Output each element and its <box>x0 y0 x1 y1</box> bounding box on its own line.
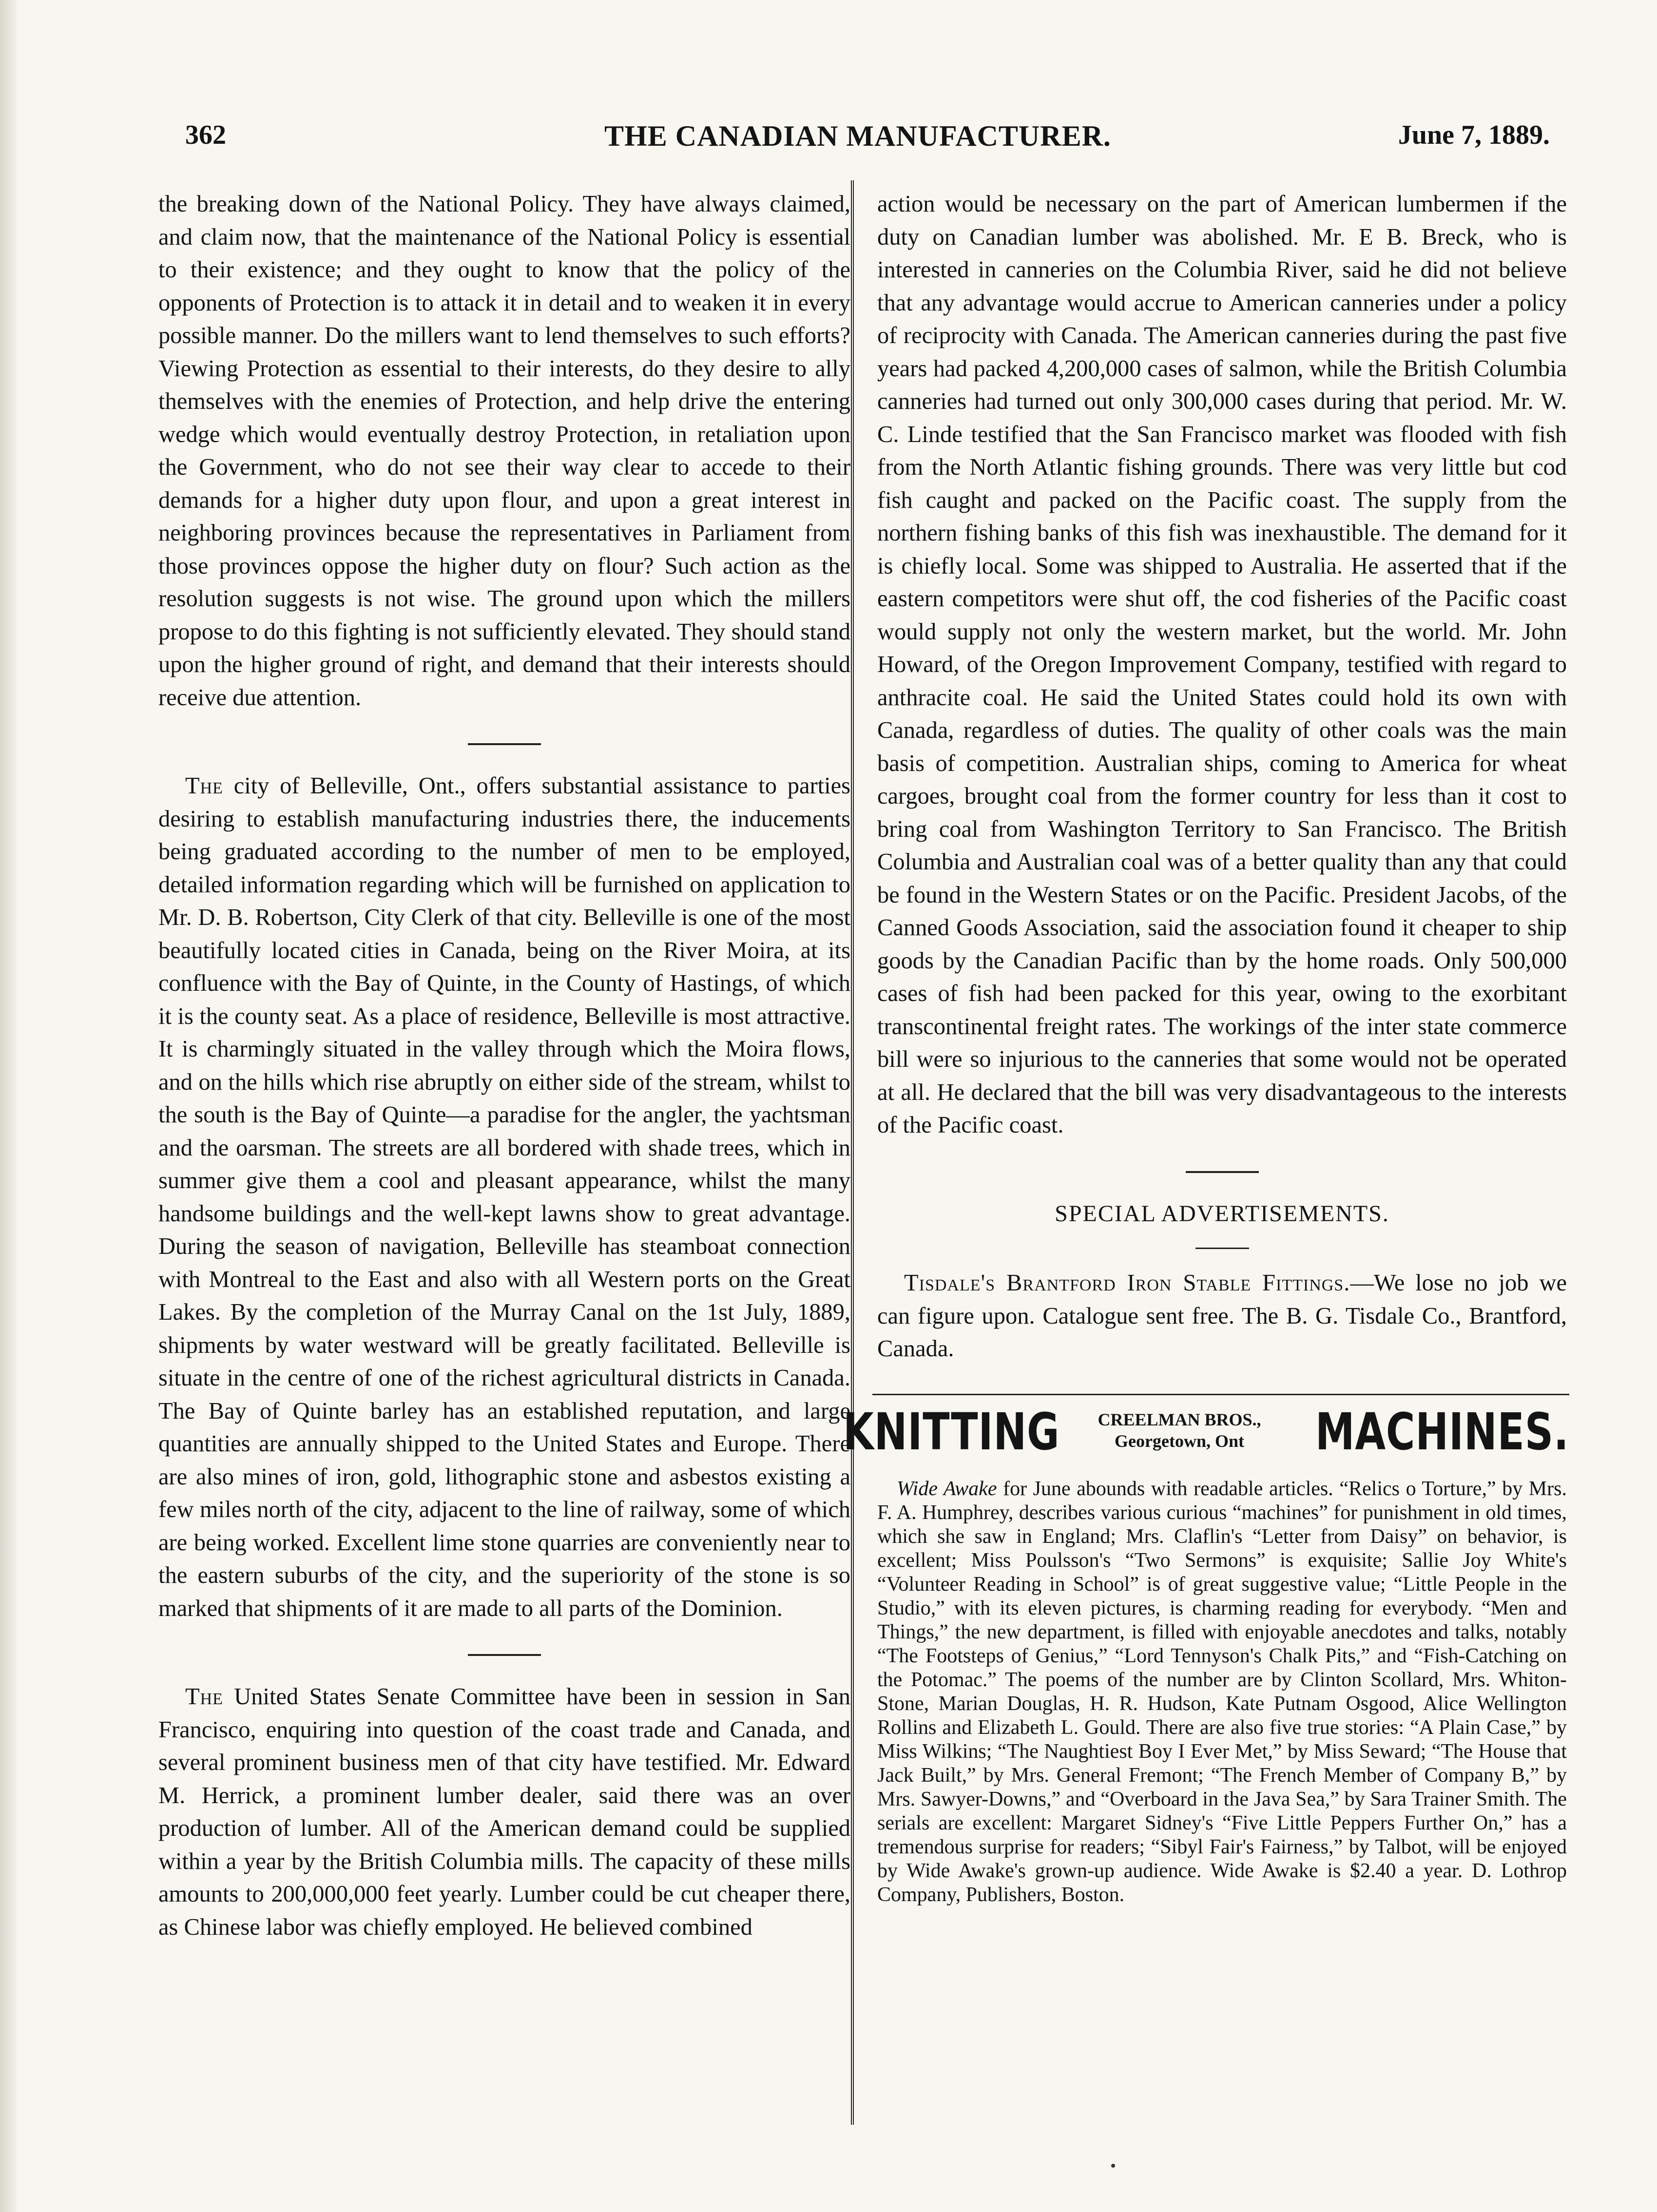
scan-edge <box>0 0 17 2212</box>
article-paragraph: the breaking down of the National Policy. They have always claimed, and claim now, that the maintenance of the National Policy is essential to their existence; and they ought to know that the policy of the opponents of Protection is to attack it in detail and to weaken it in every possible manner. Do the millers want to lend themselves to such efforts? Viewing Protection as essential to their interests, do they desire to ally themselves with the enemies of Protection, and help drive the entering wedge which would eventually destroy Protection, in retaliation upon the Government, who do not see their way clear to accede to their demands for a higher duty upon flour, and upon a great interest in neighboring provinces because the representatives in Parliament from those provinces oppose the higher duty on flour? Such action as the resolution suggests is not wise. The ground upon which the millers propose to do this fighting is not sufficiently elevated. They should stand upon the higher ground of right, and demand that their interests should receive due attention. <box>158 191 850 711</box>
machines-word: MACHINES. <box>1315 1402 1569 1462</box>
lead-word: The <box>185 773 223 799</box>
senate-text: United States Senate Committee have been in session in San Francisco, enquiring into question of the coast trade and Canada, and several prominent business men of that city have testified. Mr. Edward M. Herrick, a prominent lumber dealer, said there was an over production of lumber. All of the American demand could be supplied within a year by the British Columbia mills. The capacity of these mills amounts to 200,000,000 feet yearly. Lumber could be cut cheaper there, as Chinese labor was chiefly employed. He believed combined <box>158 1684 850 1940</box>
wide-awake-paragraph <box>877 1477 1567 1907</box>
section-rule <box>468 1654 541 1656</box>
right-column <box>843 188 1569 1907</box>
magazine-name: Wide Awake <box>897 1477 997 1500</box>
belleville-text: city of Belleville, Ont., offers substantial assistance to parties desiring to establish manufacturing industries there, the inducements being graduated according to the number of men to be employed, detailed information regarding which will be furnished on application to Mr. D. B. Robertson, City Clerk of that city. Belleville is one of the most beautifully located cities in Canada, being on the River Moira, at its confluence with the Bay of Quinte, in the County of Hastings, of which it is the county seat. As a place of residence, Belleville is most attractive. It is charmingly situated in the valley through which the Moira flows, and on the hills which rise abruptly on either side of the stream, whilst to the south is the Bay of Quinte—a paradise for the angler, the yachtsman and the oarsman. The streets are all bordered with shade trees, which in summer give them a cool and pleasant appearance, whilst the many handsome buildings and the well-kept lawns show to great advantage. During the season of navigation, Belleville has steamboat connection with Montreal to the East and also with all Western ports on the Great Lakes. By the completion of the Murray Canal on the 1st July, 1889, shipments by water westward will be greatly facilitated. Belleville is situate in the centre of one of the richest agricultural districts in Canada. The Bay of Quinte barley has an established reputation, and large quantities are annually shipped to the United States and Europe. There are also mines of iron, gold, lithographic stone and asbestos existing a few miles north of the city, adjacent to the line of railway, some of which are being worked. Excellent lime stone quarries are conveniently near to the eastern suburbs of the city, and the superiority of the stone is so marked that shipments of it are made to all parts of the Dominion. <box>158 773 850 1621</box>
page-number: 362 <box>185 120 226 150</box>
ad-lead: Tisdale's Brantford Iron Stable Fittings. <box>904 1270 1350 1296</box>
article-paragraph: action would be necessary on the part of American lumbermen if the duty on Canadian lumber was abolished. Mr. E B. Breck, who is interested in canneries on the Columbia River, said he did not believe that any advantage would accrue to American canneries under a policy of reciprocity with Canada. The American canneries during the past five years had packed 4,200,000 cases of salmon, while the British Columbia canneries had turned out only 300,000 cases during that period. Mr. W. C. Linde testified that the San Francisco market was flooded with fish from the North Atlantic fishing grounds. There was very little but cod fish caught and packed on the Pacific coast. The supply from the northern fishing banks of this fish was inexhaustible. The demand for it is chiefly local. Some was shipped to Australia. He asserted that if the eastern competitors were shut off, the cod fisheries of the Pacific coast would supply not only the western market, but the world. Mr. John Howard, of the Oregon Improvement Company, testified with regard to anthracite coal. He said the United States could hold its own with Canada, regardless of duties. The quality of other coals was the main basis of competition. Australian ships, coming to America for wheat cargoes, brought coal from the former country for less than it cost to bring coal from Washington Territory to San Francisco. The British Columbia and Australian coal was of a better quality than any that could be found in the Western States or on the Pacific. President Jacobs, of the Canned Goods Association, said the association found it cheaper to ship goods by the Canadian Pacific than by the home roads. Only 500,000 cases of fish had been packed for this year, owing to the exorbitant transcontinental freight rates. The workings of the inter state commerce bill were so injurious to the canneries that some would not be operated at all. He declared that the bill was very disadvantageous to the interests of the Pacific coast. <box>877 191 1567 1138</box>
ads-heading: SPECIAL ADVERTISEMENTS. <box>1055 1200 1389 1227</box>
advertiser-location: Georgetown, Ont <box>1115 1431 1244 1451</box>
wide-awake-notice <box>877 1477 1567 1907</box>
wide-awake-text: for June abounds with readable articles. “Relics o Torture,” by Mrs. F. A. Humphrey, describes various curious “machines” for punishment in old times, which she saw in England; Mrs. Claflin's “Letter from Daisy” on behavior, is excellent; Miss Poulsson's “Two Sermons” is exquisite; Sallie Joy White's “Volunteer Reading in School” is of great suggestive value; “Little People in the Studio,” with its eleven pictures, is charming reading for everybody. “Men and Things,” the new department, is filled with enjoyable anecdotes and talks, notably “The Footsteps of Genius,” “Lord Tennyson's Chalk Pits,” and “Fish-Catching on the Potomac.” The poems of the number are by Clinton Scollard, Mrs. Whiton-Stone, Marian Douglas, H. R. Hudson, Kate Putnam Osgood, Alice Wellington Rollins and Elizabeth L. Gould. There are also five true stories: “A Plain Case,” by Miss Wilkins; “The Naughtiest Boy I Ever Met,” by Miss Seward; “The House that Jack Built,” by Mrs. General Fremont; “The French Member of Company B,” by Mrs. Sawyer-Downs,” and “Overboard in the Java Sea,” by Sara Trainer Smith. The serials are excellent: Margaret Sidney's “Five Little Peppers Further On,” has a tremendous surprise for readers; “Sibyl Fair's Fairness,” by Talbot, will be enjoyed by Wide Awake's grown-up audience. Wide Awake is $2.40 a year. D. Lothrop Company, Publishers, Boston. <box>877 1477 1567 1906</box>
ad-text: —We lose no job we can figure upon. Catalogue sent free. The B. G. Tisdale Co., Brantford, Canada. <box>877 1270 1567 1362</box>
section-rule <box>1186 1171 1259 1173</box>
advertiser-name: CREELMAN BROS., <box>1098 1409 1261 1429</box>
column-divider <box>851 180 854 2125</box>
knitting-machines-ad <box>843 1394 1569 1468</box>
left-column <box>158 188 850 1943</box>
lead-word: The <box>185 1684 223 1710</box>
advertiser-block <box>1087 1409 1272 1452</box>
issue-date: June 7, 1889. <box>1398 120 1550 150</box>
section-rule <box>1195 1248 1249 1249</box>
publication-title: THE CANADIAN MANUFACTURER. <box>604 120 1111 152</box>
belleville-article <box>158 769 850 1625</box>
print-speck <box>1111 2164 1115 2168</box>
senate-article <box>158 1680 850 1943</box>
page-header <box>166 119 1550 163</box>
section-rule <box>468 743 541 745</box>
tisdale-ad <box>877 1267 1567 1366</box>
knitting-word: KNITTING <box>843 1402 1060 1462</box>
